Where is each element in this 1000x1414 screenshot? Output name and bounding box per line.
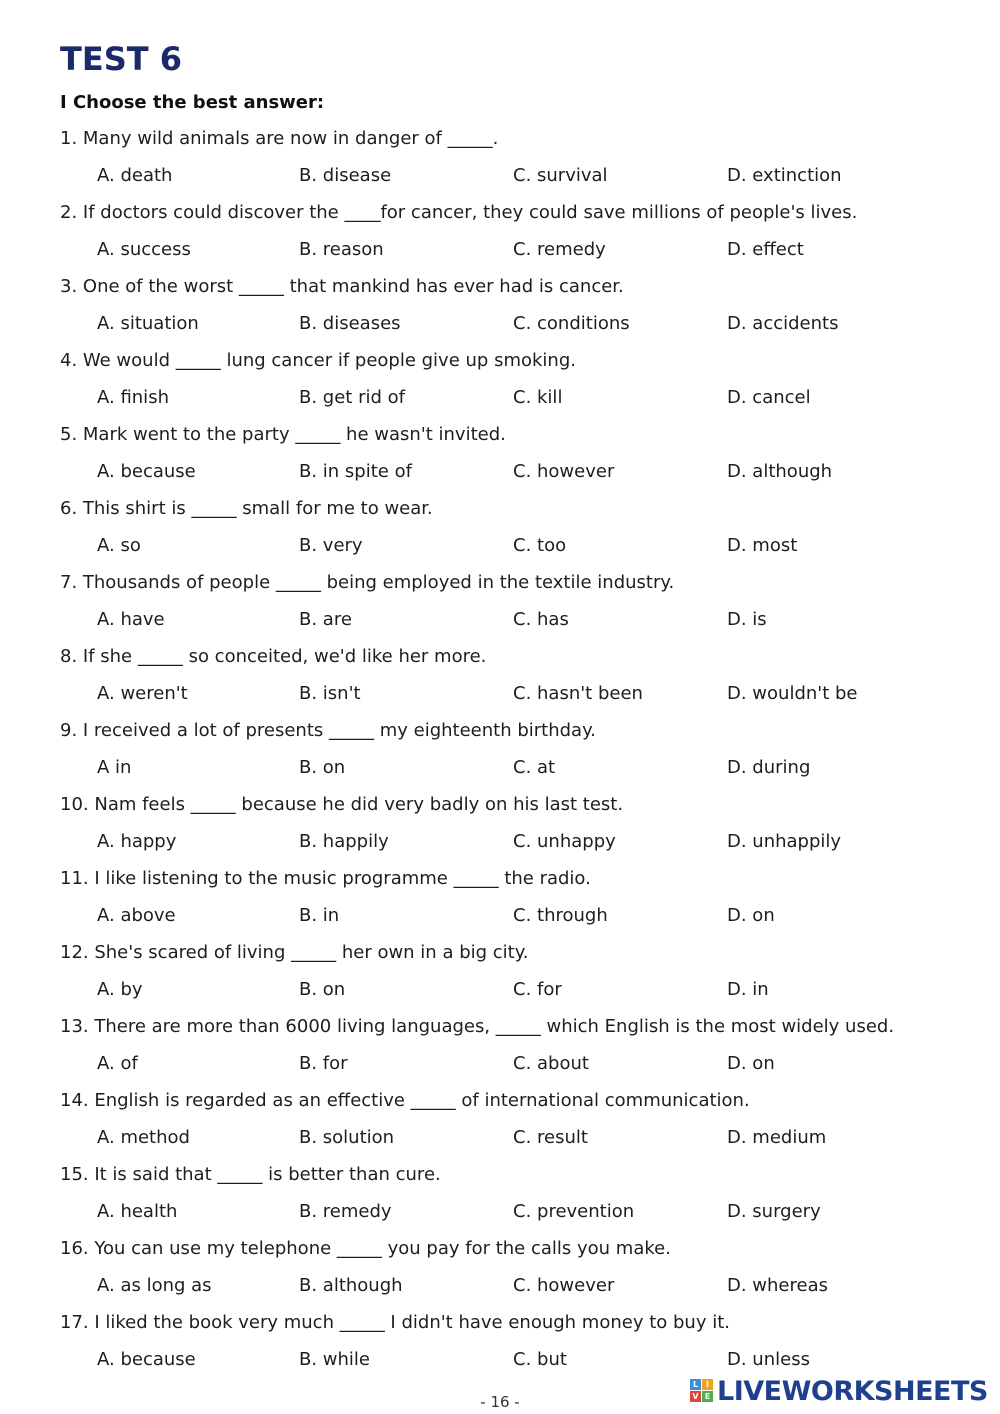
question-stem: 4. We would _____ lung cancer if people give up smoking. bbox=[60, 350, 576, 371]
answer-option-c[interactable]: C. remedy bbox=[513, 239, 606, 260]
answer-option-a[interactable]: A. of bbox=[97, 1053, 138, 1074]
answer-option-a[interactable]: A. by bbox=[97, 979, 143, 1000]
logo-tile: I bbox=[702, 1379, 713, 1390]
question-item bbox=[60, 716, 960, 790]
answer-option-d[interactable]: D. unhappily bbox=[727, 831, 842, 852]
answer-option-d[interactable]: D. most bbox=[727, 535, 798, 556]
answer-option-a[interactable]: A. success bbox=[97, 239, 191, 260]
question-item bbox=[60, 1308, 960, 1382]
answer-option-d[interactable]: D. during bbox=[727, 757, 811, 778]
answer-option-c[interactable]: C. has bbox=[513, 609, 569, 630]
answer-option-d[interactable]: D. is bbox=[727, 609, 767, 630]
answer-option-c[interactable]: C. result bbox=[513, 1127, 588, 1148]
answer-option-d[interactable]: D. surgery bbox=[727, 1201, 821, 1222]
answer-option-c[interactable]: C. through bbox=[513, 905, 608, 926]
answer-option-a[interactable]: A. weren't bbox=[97, 683, 188, 704]
question-stem: 11. I like listening to the music programme _____ the radio. bbox=[60, 868, 591, 889]
question-stem: 5. Mark went to the party _____ he wasn't invited. bbox=[60, 424, 506, 445]
answer-option-a[interactable]: A. happy bbox=[97, 831, 177, 852]
answer-option-b[interactable]: B. remedy bbox=[299, 1201, 392, 1222]
logo-tile: E bbox=[702, 1391, 713, 1402]
answer-option-a[interactable]: A. because bbox=[97, 461, 196, 482]
question-stem: 12. She's scared of living _____ her own in a big city. bbox=[60, 942, 529, 963]
question-stem: 6. This shirt is _____ small for me to wear. bbox=[60, 498, 433, 519]
answer-option-c[interactable]: C. at bbox=[513, 757, 556, 778]
question-stem: 2. If doctors could discover the ____for cancer, they could save millions of people's lives. bbox=[60, 202, 858, 223]
answer-option-c[interactable]: C. unhappy bbox=[513, 831, 616, 852]
answer-option-c[interactable]: C. however bbox=[513, 461, 615, 482]
answer-option-b[interactable]: B. get rid of bbox=[299, 387, 405, 408]
answer-option-b[interactable]: B. are bbox=[299, 609, 352, 630]
answer-option-b[interactable]: B. very bbox=[299, 535, 363, 556]
answer-option-b[interactable]: B. happily bbox=[299, 831, 389, 852]
answer-option-a[interactable]: A. death bbox=[97, 165, 173, 186]
answer-option-b[interactable]: B. in bbox=[299, 905, 340, 926]
answer-option-b[interactable]: B. solution bbox=[299, 1127, 395, 1148]
question-stem: 13. There are more than 6000 living languages, _____ which English is the most widely used. bbox=[60, 1016, 895, 1037]
answer-option-b[interactable]: B. reason bbox=[299, 239, 384, 260]
answer-option-a[interactable]: A. health bbox=[97, 1201, 178, 1222]
liveworksheets-logo-icon bbox=[690, 1379, 714, 1403]
answer-option-d[interactable]: D. accidents bbox=[727, 313, 839, 334]
logo-tile: L bbox=[690, 1379, 701, 1390]
answer-option-c[interactable]: C. conditions bbox=[513, 313, 630, 334]
answer-option-d[interactable]: D. medium bbox=[727, 1127, 827, 1148]
answer-option-d[interactable]: D. cancel bbox=[727, 387, 811, 408]
liveworksheets-logo-text: LIVEWORKSHEETS bbox=[717, 1375, 988, 1407]
answer-option-c[interactable]: C. prevention bbox=[513, 1201, 635, 1222]
answer-option-a[interactable]: A in bbox=[97, 757, 132, 778]
question-item bbox=[60, 864, 960, 938]
answer-option-d[interactable]: D. unless bbox=[727, 1349, 810, 1370]
question-stem: 17. I liked the book very much _____ I didn't have enough money to buy it. bbox=[60, 1312, 730, 1333]
logo-tile: V bbox=[690, 1391, 701, 1402]
answer-option-c[interactable]: C. for bbox=[513, 979, 562, 1000]
question-stem: 14. English is regarded as an effective _____ of international communication. bbox=[60, 1090, 750, 1111]
question-item bbox=[60, 494, 960, 568]
question-item bbox=[60, 1234, 960, 1308]
question-item bbox=[60, 420, 960, 494]
question-stem: 8. If she _____ so conceited, we'd like her more. bbox=[60, 646, 487, 667]
page-number: - 16 - bbox=[480, 1393, 520, 1411]
answer-option-c[interactable]: C. survival bbox=[513, 165, 608, 186]
question-stem: 3. One of the worst _____ that mankind has ever had is cancer. bbox=[60, 276, 624, 297]
answer-option-d[interactable]: D. extinction bbox=[727, 165, 842, 186]
answer-option-c[interactable]: C. too bbox=[513, 535, 567, 556]
question-item bbox=[60, 124, 960, 198]
answer-option-a[interactable]: A. as long as bbox=[97, 1275, 212, 1296]
question-item bbox=[60, 938, 960, 1012]
answer-option-a[interactable]: A. because bbox=[97, 1349, 196, 1370]
answer-option-a[interactable]: A. finish bbox=[97, 387, 169, 408]
question-item bbox=[60, 790, 960, 864]
answer-option-b[interactable]: B. disease bbox=[299, 165, 392, 186]
question-stem: 10. Nam feels _____ because he did very badly on his last test. bbox=[60, 794, 624, 815]
liveworksheets-logo bbox=[690, 1374, 988, 1408]
answer-option-a[interactable]: A. so bbox=[97, 535, 141, 556]
answer-option-b[interactable]: B. on bbox=[299, 979, 346, 1000]
question-list bbox=[60, 124, 960, 1382]
answer-option-b[interactable]: B. on bbox=[299, 757, 346, 778]
answer-option-d[interactable]: D. wouldn't be bbox=[727, 683, 858, 704]
answer-option-a[interactable]: A. method bbox=[97, 1127, 190, 1148]
answer-option-b[interactable]: B. isn't bbox=[299, 683, 361, 704]
question-item bbox=[60, 1012, 960, 1086]
answer-option-c[interactable]: C. hasn't been bbox=[513, 683, 643, 704]
answer-option-c[interactable]: C. but bbox=[513, 1349, 567, 1370]
question-item bbox=[60, 272, 960, 346]
answer-option-d[interactable]: D. in bbox=[727, 979, 769, 1000]
page-title: TEST 6 bbox=[60, 40, 182, 78]
question-item bbox=[60, 642, 960, 716]
question-stem: 9. I received a lot of presents _____ my eighteenth birthday. bbox=[60, 720, 596, 741]
answer-option-b[interactable]: B. while bbox=[299, 1349, 370, 1370]
question-stem: 15. It is said that _____ is better than cure. bbox=[60, 1164, 441, 1185]
question-stem: 1. Many wild animals are now in danger of _____. bbox=[60, 128, 499, 149]
answer-option-d[interactable]: D. although bbox=[727, 461, 833, 482]
answer-option-b[interactable]: B. for bbox=[299, 1053, 348, 1074]
answer-option-d[interactable]: D. on bbox=[727, 905, 775, 926]
question-item bbox=[60, 568, 960, 642]
answer-option-b[interactable]: B. diseases bbox=[299, 313, 401, 334]
instruction-heading: I Choose the best answer: bbox=[60, 92, 325, 113]
question-item bbox=[60, 198, 960, 272]
answer-option-b[interactable]: B. in spite of bbox=[299, 461, 412, 482]
answer-option-c[interactable]: C. kill bbox=[513, 387, 563, 408]
answer-option-a[interactable]: A. have bbox=[97, 609, 165, 630]
answer-option-b[interactable]: B. although bbox=[299, 1275, 403, 1296]
question-stem: 7. Thousands of people _____ being employed in the textile industry. bbox=[60, 572, 675, 593]
answer-option-a[interactable]: A. above bbox=[97, 905, 176, 926]
answer-option-a[interactable]: A. situation bbox=[97, 313, 199, 334]
question-item bbox=[60, 1086, 960, 1160]
answer-option-d[interactable]: D. on bbox=[727, 1053, 775, 1074]
answer-option-c[interactable]: C. about bbox=[513, 1053, 589, 1074]
question-item bbox=[60, 346, 960, 420]
question-stem: 16. You can use my telephone _____ you pay for the calls you make. bbox=[60, 1238, 671, 1259]
question-item bbox=[60, 1160, 960, 1234]
answer-option-d[interactable]: D. effect bbox=[727, 239, 804, 260]
answer-option-d[interactable]: D. whereas bbox=[727, 1275, 828, 1296]
answer-option-c[interactable]: C. however bbox=[513, 1275, 615, 1296]
